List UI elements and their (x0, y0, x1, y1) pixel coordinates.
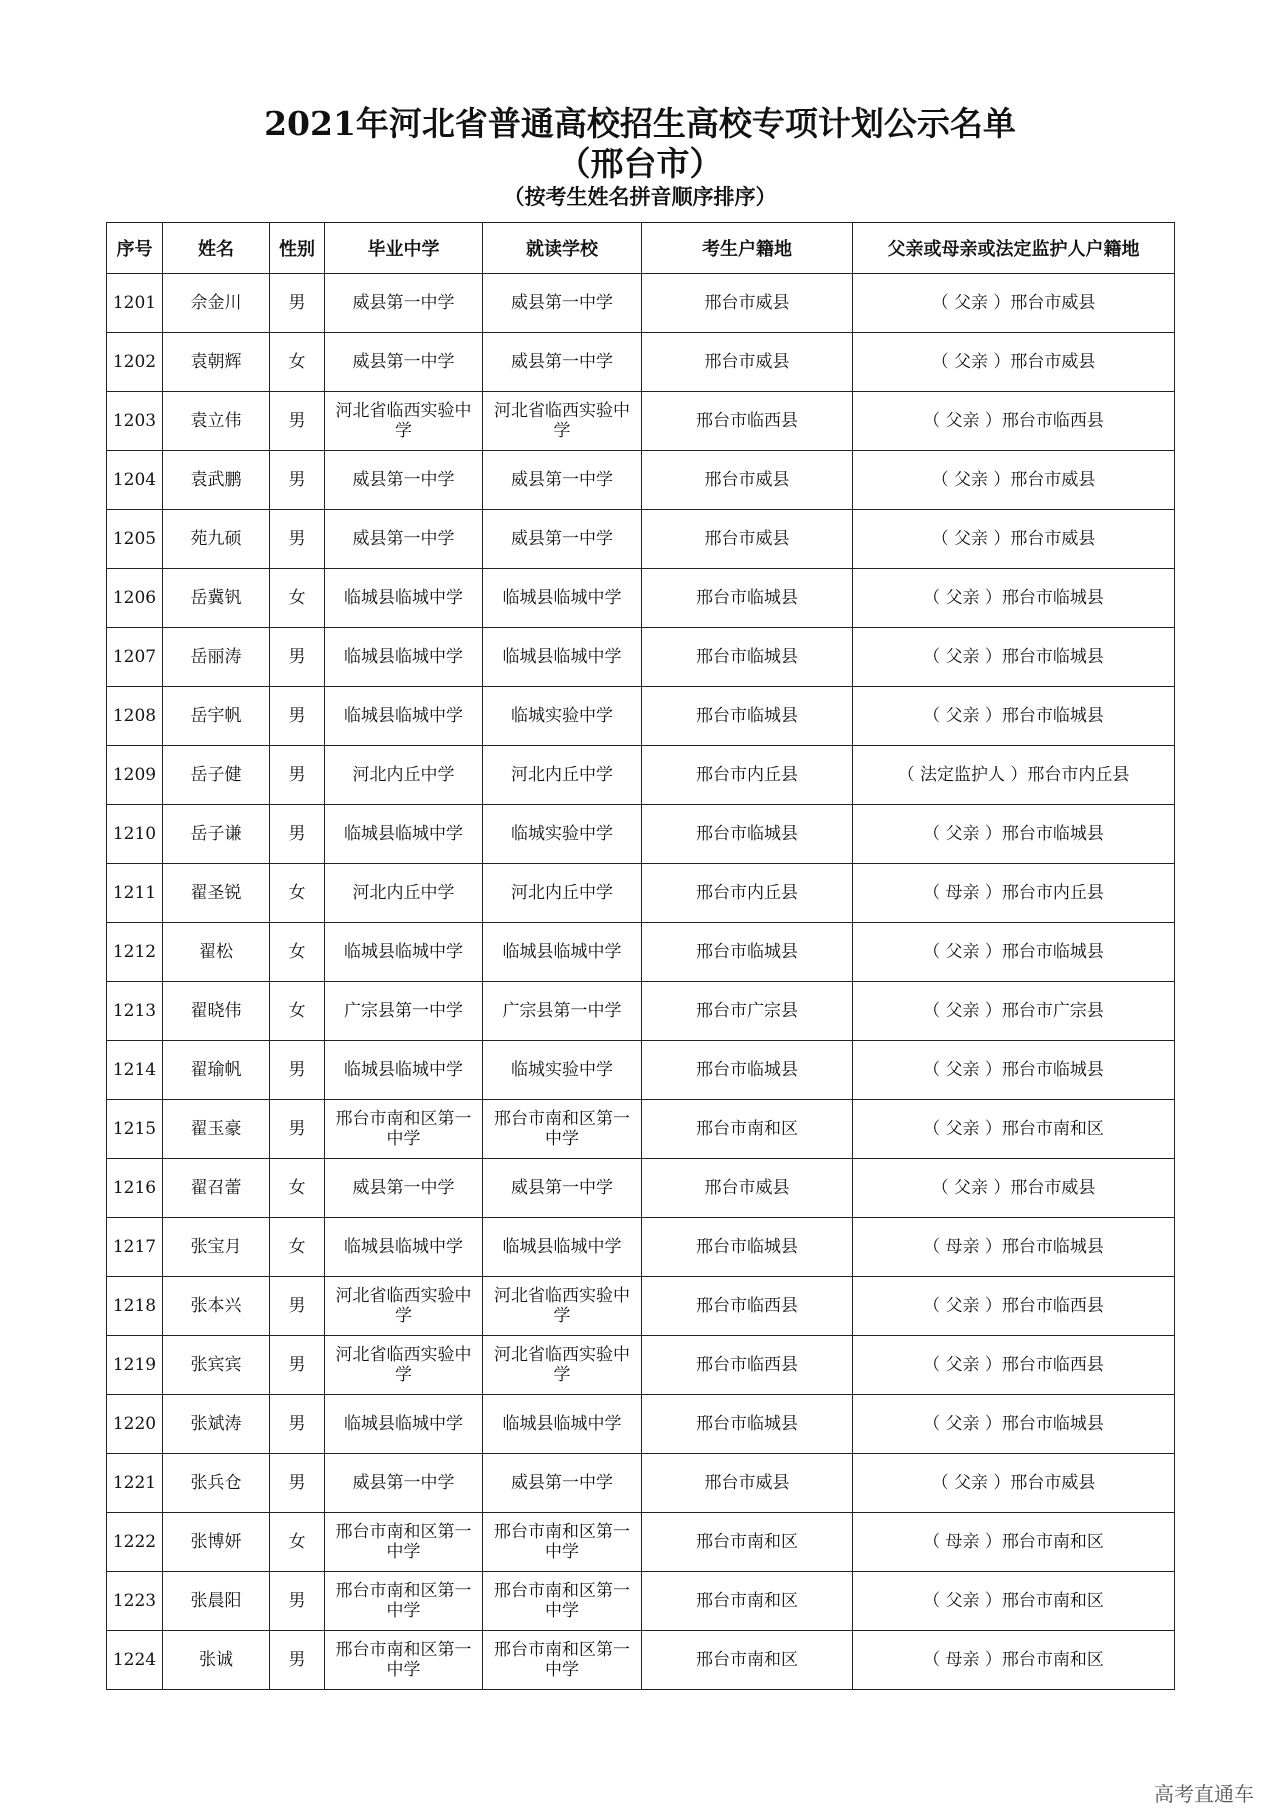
current-school-cell: 河北内丘中学 (483, 864, 642, 923)
table-row (107, 1454, 1175, 1513)
table-row (107, 1336, 1175, 1395)
domicile-cell: 邢台市临城县 (642, 805, 853, 864)
guardian-domicile-cell: （ 父亲 ）邢台市临城县 (853, 628, 1175, 687)
domicile-cell: 邢台市内丘县 (642, 864, 853, 923)
name-cell: 翟晓伟 (163, 982, 270, 1041)
table-row (107, 1159, 1175, 1218)
gender-cell: 女 (270, 333, 325, 392)
gender-cell: 男 (270, 1395, 325, 1454)
current-school-cell: 临城县临城中学 (483, 1218, 642, 1277)
seq-cell: 1214 (107, 1041, 163, 1100)
table-row (107, 864, 1175, 923)
graduated-school-cell: 邢台市南和区第一中学 (325, 1631, 483, 1690)
current-school-cell: 河北省临西实验中学 (483, 1336, 642, 1395)
name-cell: 岳子谦 (163, 805, 270, 864)
domicile-cell: 邢台市南和区 (642, 1100, 853, 1159)
guardian-domicile-cell: （ 父亲 ）邢台市南和区 (853, 1100, 1175, 1159)
table-row (107, 274, 1175, 333)
guardian-domicile-cell: （ 父亲 ）邢台市临西县 (853, 1336, 1175, 1395)
name-cell: 翟圣锐 (163, 864, 270, 923)
gender-cell: 女 (270, 982, 325, 1041)
guardian-domicile-cell: （ 父亲 ）邢台市临城县 (853, 923, 1175, 982)
current-school-cell: 河北省临西实验中学 (483, 392, 642, 451)
domicile-cell: 邢台市南和区 (642, 1631, 853, 1690)
domicile-cell: 邢台市威县 (642, 333, 853, 392)
current-school-cell: 河北内丘中学 (483, 746, 642, 805)
col-header-domicile: 考生户籍地 (642, 223, 853, 274)
seq-cell: 1205 (107, 510, 163, 569)
graduated-school-cell: 威县第一中学 (325, 1454, 483, 1513)
graduated-school-cell: 河北省临西实验中学 (325, 392, 483, 451)
graduated-school-cell: 临城县临城中学 (325, 1218, 483, 1277)
name-cell: 袁立伟 (163, 392, 270, 451)
seq-cell: 1204 (107, 451, 163, 510)
current-school-cell: 威县第一中学 (483, 510, 642, 569)
name-cell: 苑九硕 (163, 510, 270, 569)
seq-cell: 1219 (107, 1336, 163, 1395)
gender-cell: 男 (270, 510, 325, 569)
table-row (107, 1631, 1175, 1690)
current-school-cell: 临城县临城中学 (483, 628, 642, 687)
domicile-cell: 邢台市临城县 (642, 923, 853, 982)
graduated-school-cell: 邢台市南和区第一中学 (325, 1572, 483, 1631)
gender-cell: 男 (270, 1100, 325, 1159)
guardian-domicile-cell: （ 父亲 ）邢台市临西县 (853, 392, 1175, 451)
table-row (107, 746, 1175, 805)
gender-cell: 男 (270, 1454, 325, 1513)
name-cell: 翟松 (163, 923, 270, 982)
name-cell: 岳宇帆 (163, 687, 270, 746)
gender-cell: 女 (270, 923, 325, 982)
domicile-cell: 邢台市威县 (642, 451, 853, 510)
gender-cell: 男 (270, 392, 325, 451)
table-row (107, 1218, 1175, 1277)
domicile-cell: 邢台市威县 (642, 274, 853, 333)
current-school-cell: 威县第一中学 (483, 1159, 642, 1218)
graduated-school-cell: 河北省临西实验中学 (325, 1336, 483, 1395)
graduated-school-cell: 河北内丘中学 (325, 746, 483, 805)
table-row (107, 451, 1175, 510)
graduated-school-cell: 临城县临城中学 (325, 1041, 483, 1100)
seq-cell: 1213 (107, 982, 163, 1041)
graduated-school-cell: 威县第一中学 (325, 274, 483, 333)
graduated-school-cell: 临城县临城中学 (325, 628, 483, 687)
name-cell: 张博妍 (163, 1513, 270, 1572)
city-subtitle: （邢台市） (557, 144, 723, 183)
domicile-cell: 邢台市临西县 (642, 1336, 853, 1395)
col-header-gender: 性别 (270, 223, 325, 274)
table-row (107, 1572, 1175, 1631)
seq-cell: 1207 (107, 628, 163, 687)
domicile-cell: 邢台市内丘县 (642, 746, 853, 805)
graduated-school-cell: 威县第一中学 (325, 1159, 483, 1218)
table-body (107, 274, 1175, 1690)
table-row (107, 510, 1175, 569)
graduated-school-cell: 临城县临城中学 (325, 1395, 483, 1454)
domicile-cell: 邢台市临城县 (642, 687, 853, 746)
seq-cell: 1212 (107, 923, 163, 982)
table-row (107, 569, 1175, 628)
seq-cell: 1220 (107, 1395, 163, 1454)
gender-cell: 男 (270, 746, 325, 805)
name-cell: 张宾宾 (163, 1336, 270, 1395)
table-row (107, 628, 1175, 687)
guardian-domicile-cell: （ 父亲 ）邢台市广宗县 (853, 982, 1175, 1041)
gender-cell: 女 (270, 1218, 325, 1277)
current-school-cell: 威县第一中学 (483, 451, 642, 510)
guardian-domicile-cell: （ 父亲 ）邢台市威县 (853, 333, 1175, 392)
graduated-school-cell: 威县第一中学 (325, 333, 483, 392)
current-school-cell: 临城实验中学 (483, 1041, 642, 1100)
name-cell: 岳子健 (163, 746, 270, 805)
name-cell: 张本兴 (163, 1277, 270, 1336)
current-school-cell: 邢台市南和区第一中学 (483, 1631, 642, 1690)
gender-cell: 男 (270, 1572, 325, 1631)
guardian-domicile-cell: （ 父亲 ）邢台市临城县 (853, 1041, 1175, 1100)
seq-cell: 1218 (107, 1277, 163, 1336)
graduated-school-cell: 临城县临城中学 (325, 569, 483, 628)
name-cell: 袁武鹏 (163, 451, 270, 510)
graduated-school-cell: 邢台市南和区第一中学 (325, 1100, 483, 1159)
current-school-cell: 威县第一中学 (483, 333, 642, 392)
current-school-cell: 威县第一中学 (483, 274, 642, 333)
guardian-domicile-cell: （ 父亲 ）邢台市威县 (853, 1159, 1175, 1218)
table-row (107, 1041, 1175, 1100)
table-row (107, 982, 1175, 1041)
graduated-school-cell: 临城县临城中学 (325, 687, 483, 746)
gender-cell: 男 (270, 1041, 325, 1100)
domicile-cell: 邢台市广宗县 (642, 982, 853, 1041)
seq-cell: 1222 (107, 1513, 163, 1572)
domicile-cell: 邢台市南和区 (642, 1572, 853, 1631)
name-cell: 翟召蕾 (163, 1159, 270, 1218)
current-school-cell: 威县第一中学 (483, 1454, 642, 1513)
col-header-seq: 序号 (107, 223, 163, 274)
name-cell: 翟瑜帆 (163, 1041, 270, 1100)
domicile-cell: 邢台市临城县 (642, 569, 853, 628)
seq-cell: 1210 (107, 805, 163, 864)
name-cell: 张兵仓 (163, 1454, 270, 1513)
current-school-cell: 临城县临城中学 (483, 1395, 642, 1454)
table-row (107, 392, 1175, 451)
domicile-cell: 邢台市临西县 (642, 392, 853, 451)
graduated-school-cell: 临城县临城中学 (325, 805, 483, 864)
seq-cell: 1211 (107, 864, 163, 923)
name-cell: 岳冀钒 (163, 569, 270, 628)
table-row (107, 805, 1175, 864)
name-cell: 张宝月 (163, 1218, 270, 1277)
gender-cell: 男 (270, 451, 325, 510)
gender-cell: 女 (270, 569, 325, 628)
guardian-domicile-cell: （ 父亲 ）邢台市临城县 (853, 805, 1175, 864)
sort-note: （按考生姓名拼音顺序排序） (503, 184, 777, 209)
guardian-domicile-cell: （ 母亲 ）邢台市内丘县 (853, 864, 1175, 923)
graduated-school-cell: 邢台市南和区第一中学 (325, 1513, 483, 1572)
current-school-cell: 邢台市南和区第一中学 (483, 1572, 642, 1631)
name-cell: 袁朝辉 (163, 333, 270, 392)
domicile-cell: 邢台市南和区 (642, 1513, 853, 1572)
gender-cell: 男 (270, 1336, 325, 1395)
name-cell: 岳丽涛 (163, 628, 270, 687)
gender-cell: 女 (270, 1159, 325, 1218)
table-row (107, 1513, 1175, 1572)
guardian-domicile-cell: （ 父亲 ）邢台市临城县 (853, 1395, 1175, 1454)
name-cell: 张斌涛 (163, 1395, 270, 1454)
name-cell: 张诚 (163, 1631, 270, 1690)
guardian-domicile-cell: （ 父亲 ）邢台市威县 (853, 451, 1175, 510)
gender-cell: 男 (270, 1277, 325, 1336)
seq-cell: 1209 (107, 746, 163, 805)
seq-cell: 1208 (107, 687, 163, 746)
name-cell: 翟玉豪 (163, 1100, 270, 1159)
seq-cell: 1221 (107, 1454, 163, 1513)
domicile-cell: 邢台市临城县 (642, 1218, 853, 1277)
seq-cell: 1217 (107, 1218, 163, 1277)
domicile-cell: 邢台市临城县 (642, 628, 853, 687)
seq-cell: 1201 (107, 274, 163, 333)
table-row (107, 333, 1175, 392)
current-school-cell: 临城实验中学 (483, 687, 642, 746)
guardian-domicile-cell: （ 父亲 ）邢台市威县 (853, 274, 1175, 333)
guardian-domicile-cell: （ 父亲 ）邢台市临城县 (853, 569, 1175, 628)
domicile-cell: 邢台市临城县 (642, 1395, 853, 1454)
table-row (107, 923, 1175, 982)
guardian-domicile-cell: （ 母亲 ）邢台市南和区 (853, 1513, 1175, 1572)
graduated-school-cell: 威县第一中学 (325, 510, 483, 569)
seq-cell: 1206 (107, 569, 163, 628)
gender-cell: 男 (270, 628, 325, 687)
graduated-school-cell: 临城县临城中学 (325, 923, 483, 982)
watermark: 高考直通车 (1154, 1782, 1254, 1806)
graduated-school-cell: 威县第一中学 (325, 451, 483, 510)
guardian-domicile-cell: （ 法定监护人 ）邢台市内丘县 (853, 746, 1175, 805)
graduated-school-cell: 广宗县第一中学 (325, 982, 483, 1041)
seq-cell: 1223 (107, 1572, 163, 1631)
gender-cell: 男 (270, 687, 325, 746)
page-title: 2021年河北省普通高校招生高校专项计划公示名单 (264, 104, 1016, 143)
seq-cell: 1202 (107, 333, 163, 392)
graduated-school-cell: 河北省临西实验中学 (325, 1277, 483, 1336)
table-row (107, 1100, 1175, 1159)
name-cell: 佘金川 (163, 274, 270, 333)
gender-cell: 女 (270, 1513, 325, 1572)
guardian-domicile-cell: （ 母亲 ）邢台市南和区 (853, 1631, 1175, 1690)
domicile-cell: 邢台市临城县 (642, 1041, 853, 1100)
col-header-current-school: 就读学校 (483, 223, 642, 274)
current-school-cell: 临城实验中学 (483, 805, 642, 864)
seq-cell: 1203 (107, 392, 163, 451)
guardian-domicile-cell: （ 父亲 ）邢台市南和区 (853, 1572, 1175, 1631)
domicile-cell: 邢台市威县 (642, 1454, 853, 1513)
name-cell: 张晨阳 (163, 1572, 270, 1631)
current-school-cell: 邢台市南和区第一中学 (483, 1100, 642, 1159)
guardian-domicile-cell: （ 父亲 ）邢台市临城县 (853, 687, 1175, 746)
table-row (107, 687, 1175, 746)
table-row (107, 1277, 1175, 1336)
current-school-cell: 广宗县第一中学 (483, 982, 642, 1041)
seq-cell: 1216 (107, 1159, 163, 1218)
gender-cell: 男 (270, 1631, 325, 1690)
current-school-cell: 邢台市南和区第一中学 (483, 1513, 642, 1572)
guardian-domicile-cell: （ 父亲 ）邢台市威县 (853, 1454, 1175, 1513)
domicile-cell: 邢台市威县 (642, 1159, 853, 1218)
gender-cell: 男 (270, 274, 325, 333)
gender-cell: 女 (270, 864, 325, 923)
guardian-domicile-cell: （ 父亲 ）邢台市威县 (853, 510, 1175, 569)
current-school-cell: 临城县临城中学 (483, 569, 642, 628)
domicile-cell: 邢台市威县 (642, 510, 853, 569)
table-header-row (107, 223, 1175, 274)
col-header-guardian-domicile: 父亲或母亲或法定监护人户籍地 (853, 223, 1175, 274)
current-school-cell: 河北省临西实验中学 (483, 1277, 642, 1336)
guardian-domicile-cell: （ 父亲 ）邢台市临西县 (853, 1277, 1175, 1336)
guardian-domicile-cell: （ 母亲 ）邢台市临城县 (853, 1218, 1175, 1277)
roster-table (106, 222, 1175, 1690)
col-header-name: 姓名 (163, 223, 270, 274)
current-school-cell: 临城县临城中学 (483, 923, 642, 982)
col-header-graduated-school: 毕业中学 (325, 223, 483, 274)
graduated-school-cell: 河北内丘中学 (325, 864, 483, 923)
domicile-cell: 邢台市临西县 (642, 1277, 853, 1336)
seq-cell: 1224 (107, 1631, 163, 1690)
table-row (107, 1395, 1175, 1454)
seq-cell: 1215 (107, 1100, 163, 1159)
gender-cell: 男 (270, 805, 325, 864)
